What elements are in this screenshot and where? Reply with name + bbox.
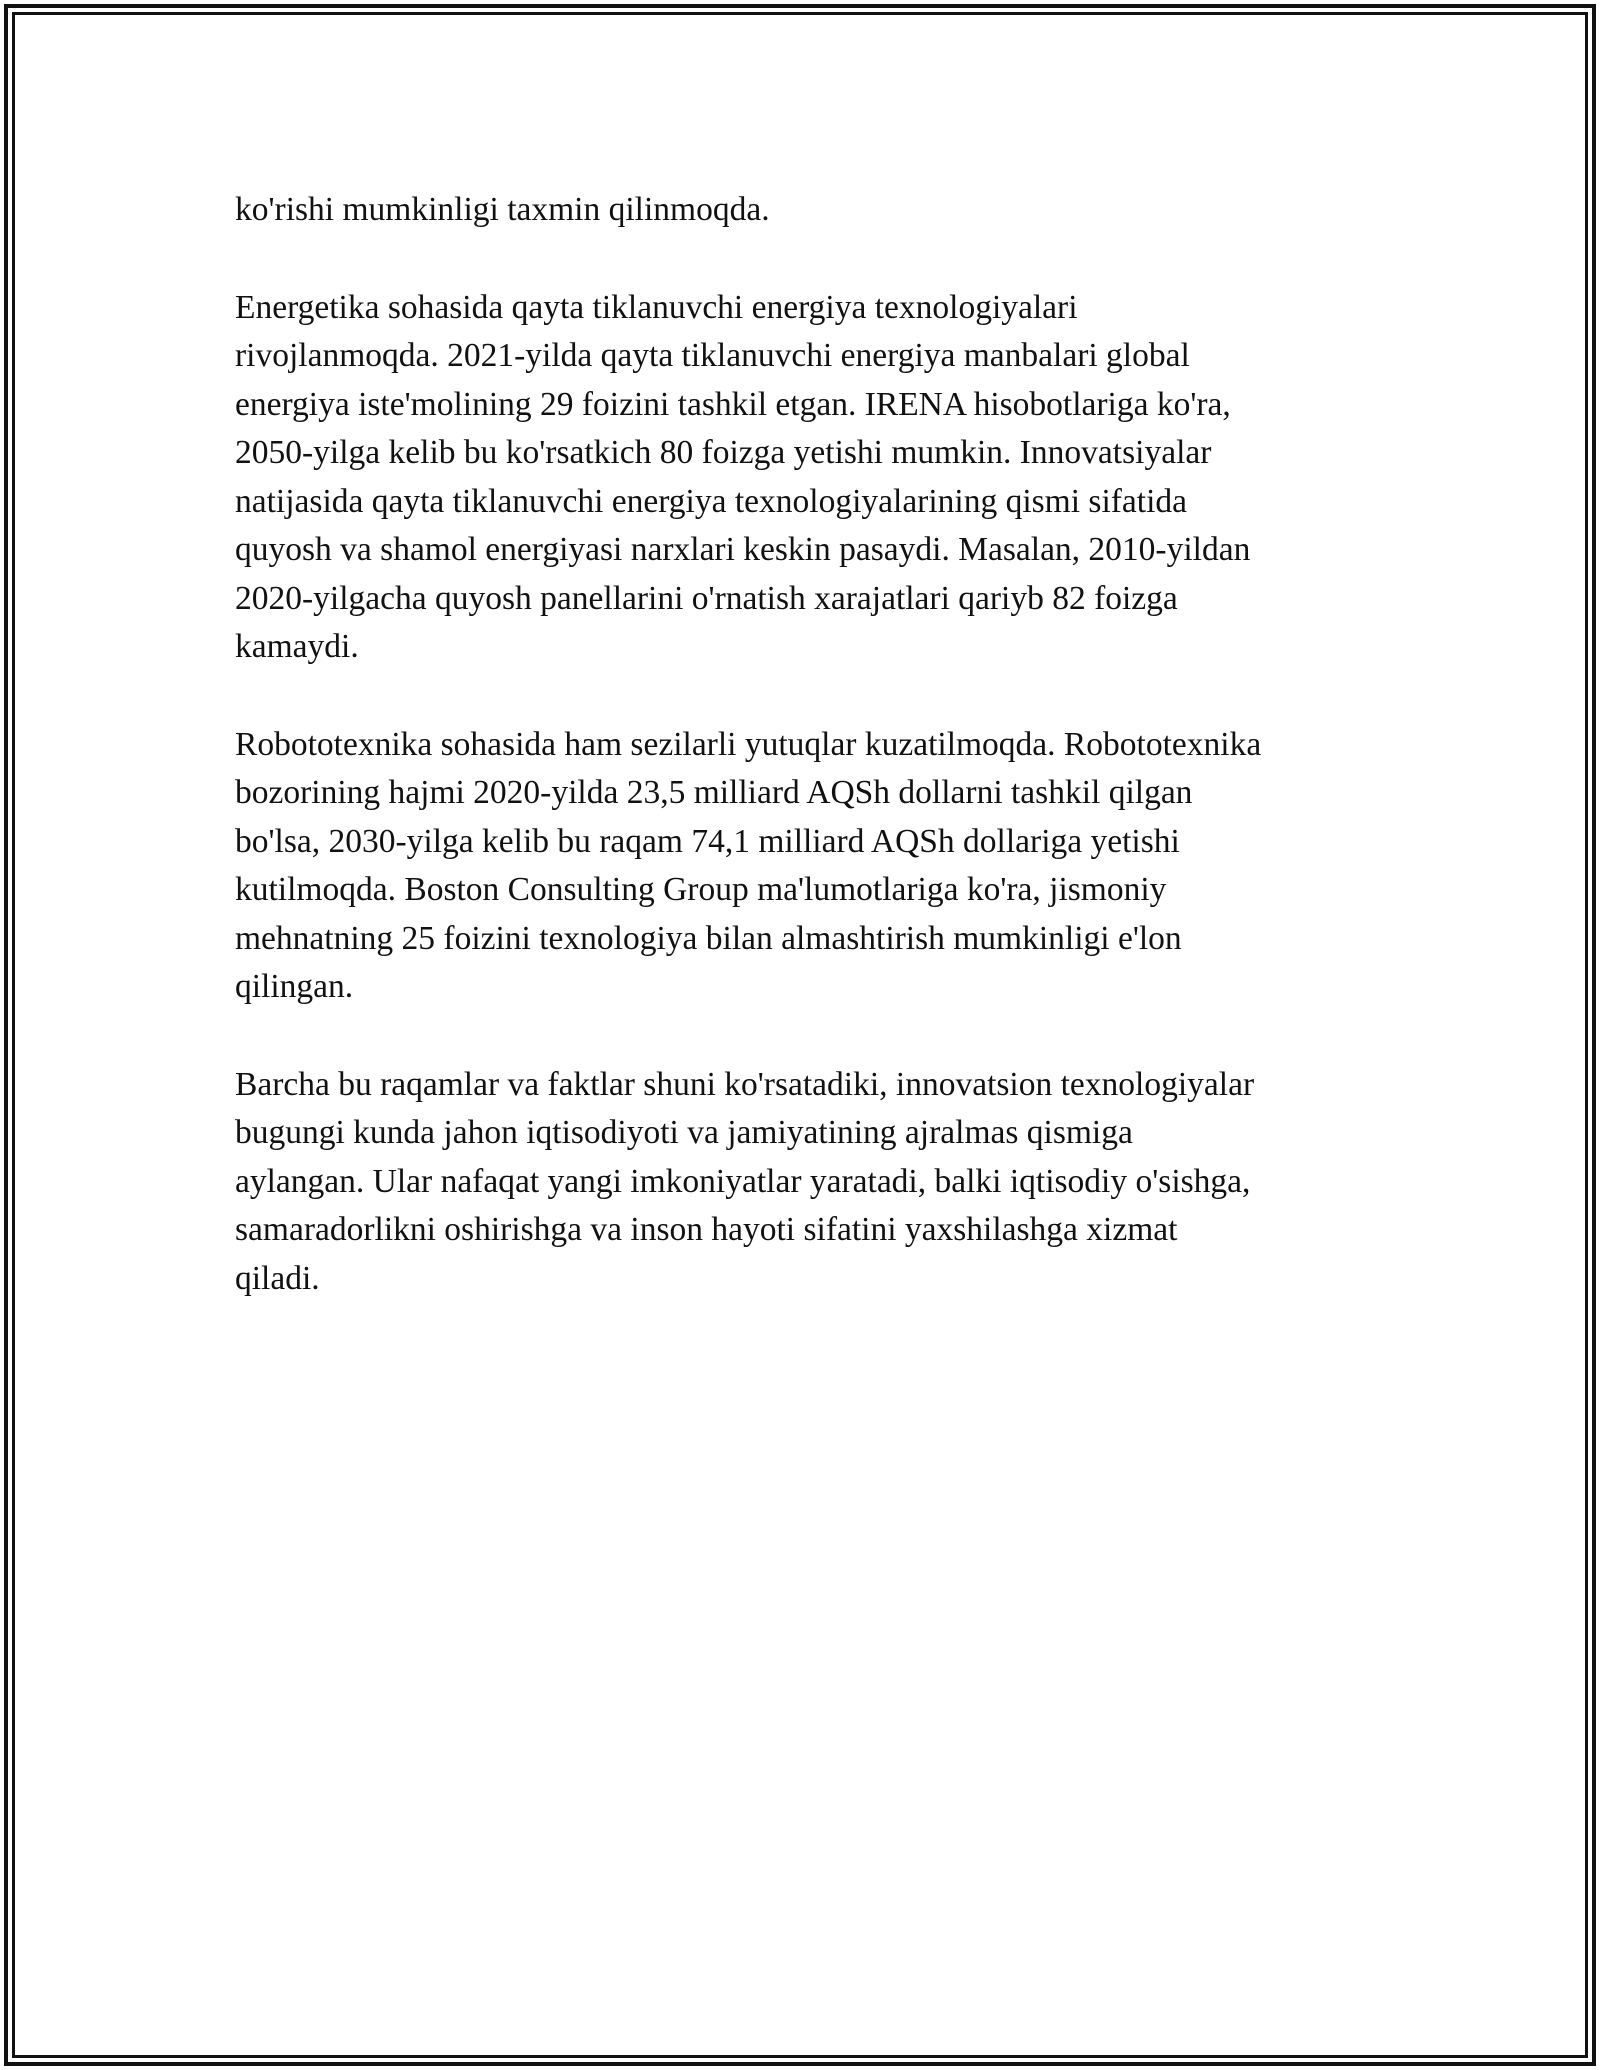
text-line: 2020-yilgacha quyosh panellarini o'rnatish xarajatlari qariyb 82 foizga — [235, 579, 1178, 617]
text-line: bozorining hajmi 2020-yilda 23,5 milliard AQSh dollarni tashkil qilgan — [235, 774, 1193, 811]
text-line: Energetika sohasida qayta tiklanuvchi energiya texnologiyalari — [235, 288, 1078, 326]
text-line: Robototexnika sohasida ham sezilarli yutuqlar kuzatilmoqda. Robototexnika — [235, 725, 1262, 763]
paragraph-energetics — [235, 284, 1375, 672]
text-line: 2050-yilga kelib bu ko'rsatkich 80 foizga yetishi mumkin. Innovatsiyalar — [235, 434, 1212, 471]
text-line: mehnatning 25 foizini texnologiya bilan almashtirish mumkinligi e'lon — [235, 919, 1182, 957]
text-line: aylangan. Ular nafaqat yangi imkoniyatlar yaratadi, balki iqtisodiy o'sishga, — [235, 1162, 1251, 1200]
text-line: natijasida qayta tiklanuvchi energiya texnologiyalarining qismi sifatida — [235, 482, 1188, 520]
text-line: quyosh va shamol energiyasi narxlari keskin pasaydi. Masalan, 2010-yildan — [235, 531, 1251, 568]
text-line: bugungi kunda jahon iqtisodiyoti va jamiyatining ajralmas qismiga — [235, 1114, 1133, 1151]
text-line: qilingan. — [235, 968, 354, 1005]
text-line: kutilmoqda. Boston Consulting Group ma'lumotlariga ko'ra, jismoniy — [235, 871, 1167, 908]
text-line: qiladi. — [235, 1259, 320, 1297]
text-line: rivojlanmoqda. 2021-yilda qayta tiklanuvchi energiya manbalari global — [235, 337, 1190, 374]
paragraph-robotics — [235, 721, 1375, 1012]
document-body — [235, 186, 1375, 1352]
paragraph-continuation — [235, 186, 1375, 235]
text-line: Barcha bu raqamlar va faktlar shuni ko'rsatadiki, innovatsion texnologiyalar — [235, 1065, 1255, 1103]
text-line: energiya iste'molining 29 foizini tashkil etgan. IRENA hisobotlariga ko'ra, — [235, 385, 1231, 423]
text-line: ko'rishi mumkinligi taxmin qilinmoqda. — [235, 191, 770, 228]
text-line: kamaydi. — [235, 628, 359, 665]
text-line: bo'lsa, 2030-yilga kelib bu raqam 74,1 milliard AQSh dollariga yetishi — [235, 822, 1180, 860]
text-line: samaradorlikni oshirishga va inson hayoti sifatini yaxshilashga xizmat — [235, 1211, 1178, 1248]
paragraph-conclusion — [235, 1061, 1375, 1304]
